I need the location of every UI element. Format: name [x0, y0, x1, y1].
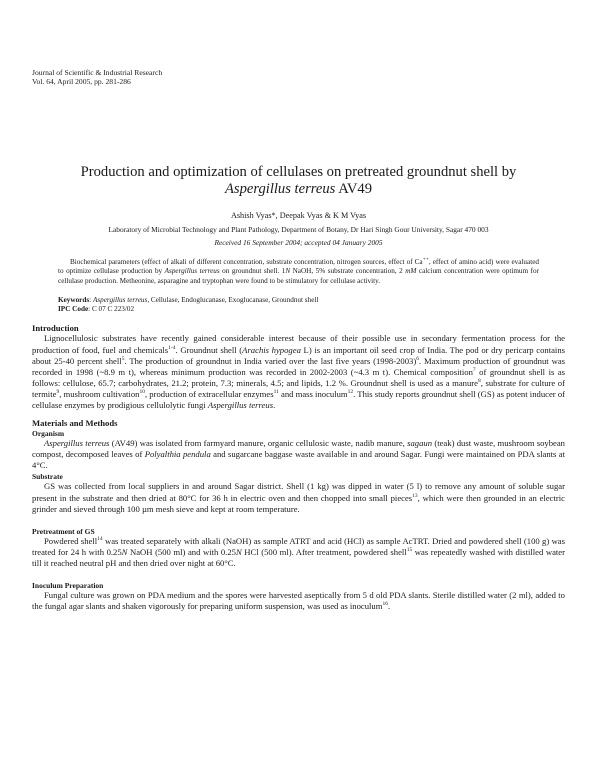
affiliation: Laboratory of Microbial Technology and Plant Pathology, Department of Botany, Dr Hari Singh Gour University, Sagar 470 003	[108, 225, 489, 234]
journal-volume: Vol. 64, April 2005, pp. 281-286	[32, 77, 131, 86]
keywords	[58, 296, 539, 315]
paper-title	[32, 164, 565, 197]
title-organism: Aspergillus terreus	[224, 180, 336, 197]
title-strain: AV49	[335, 180, 373, 197]
section-heading-introduction: Introduction	[32, 323, 79, 334]
authors: Ashish Vyas*, Deepak Vyas & K M Vyas	[230, 211, 367, 220]
paper-page	[32, 68, 565, 612]
subheading-organism: Organism	[32, 429, 65, 439]
substrate-paragraph: GS was collected from local suppliers in and around Sagar district. Shell (1 kg) was dipped in water (5 l) to remove any amount of soluble sugar present in the substrate and then dried at 80°C for 36 h in electric oven and then chopped into small pieces$^{13}$, which were then grounded in an electric grinder and sieved through 100 µm mesh sieve and kept at room temperature.	[32, 481, 566, 514]
title-line-1: Production and optimization of cellulases on pretreated groundnut shell by	[80, 164, 517, 180]
pretreatment-paragraph: Powdered shell$^{14}$ was treated separately with alkali (NaOH) as sample ATRT and acid (HCl) as sample AcTRT. Dried and powdered shell (100 g) was treated for 24 h with 0.25N NaOH (500 ml) and with 0.25N HCl (500 ml). After treatment, powdered shell$^{15}$ was repeatedly washed with distilled water till it reached neutral pH and then dried over night at 60°C.	[32, 535, 566, 568]
journal-name: Journal of Scientific & Industrial Research	[32, 68, 163, 77]
intro-paragraph: Lignocellulosic substrates have recently gained considerable interest because of their possible use in secondary fermentation process for the production of food, fuel and chemicals$^{1-4}$. Groundnut shell (Arachis hypogea L) is an important oil seed crop of India. The pod or dry pericarp contains about 25-40 percent shell$^5$. The production of groundnut in India varied over the last five years (1998-2003)$^6$. Maximum production of groundnut was recorded in 1998 (~8.9 m t), whereas minimum production was recorded in 2002-2003 (~4.3 m t). Chemical composition$^7$ of groundnut shell is as follows: cellulose, 65.7; carbohydrates, 21.2; protein, 7.3; minerals, 4.5; and lipids, 1.2 %. Groundnut shell is used as a manure$^8$, substrate for culture of termite$^9$, mushroom cultivation$^{10}$, production of extracellular enzymes$^{11}$ and mass inoculum$^{12}$. This study reports groundnut shell (GS) as potent inducer of cellulase enzymes by prodigious cellulolytic fungi Aspergillus terreus.	[32, 333, 566, 411]
subheading-substrate: Substrate	[32, 472, 63, 482]
organism-paragraph: Aspergillus terreus (AV49) was isolated from farmyard manure, organic cellulosic waste, nadib manure, sagaun (teak) dust waste, mushroom soybean compost, decomposed leaves of Polyalthia pendula and sugarcane baggase waste available in and around Sagar. Fungi were maintained on PDA slants at 4°C.	[32, 438, 565, 471]
section-heading-methods: Materials and Methods	[32, 418, 118, 429]
keywords-line: Keywords: Aspergillus terreus, Cellulase, Endoglucanase, Exoglucanase, Groundnut shell	[58, 295, 319, 304]
title-line-2	[32, 181, 565, 198]
inoculum-paragraph: Fungal culture was grown on PDA medium and the spores were harvested aseptically from 5 d old PDA slants. Sterile distilled water (2 ml), added to the fungal agar slants and shaken vigorously for preparing uniform suspension, was used as inoculum$^{16}$.	[32, 589, 565, 612]
ipc-code: IPC Code: C 07 C 223/02	[58, 305, 135, 314]
received-date: Received 16 September 2004; accepted 04 January 2005	[214, 238, 383, 247]
journal-header	[32, 68, 565, 86]
subheading-pretreatment: Pretreatment of GS	[32, 526, 95, 536]
abstract: Biochemical parameters (effect of alkali of different concentration, substrate concentration, nitrogen sources, effect of Ca++, effect of amino acid) were evaluated to optimize cellulase production by Aspergillus terreus on groundnut shell. 1N NaOH, 5% substrate concentration, 2 mM calcium concentration were optimum for cellulase production. Metheonine, asparagine and tryptophan were found to be stimulatory for cellulase activity.	[58, 256, 539, 285]
subheading-inoculum: Inoculum Preparation	[32, 580, 104, 590]
